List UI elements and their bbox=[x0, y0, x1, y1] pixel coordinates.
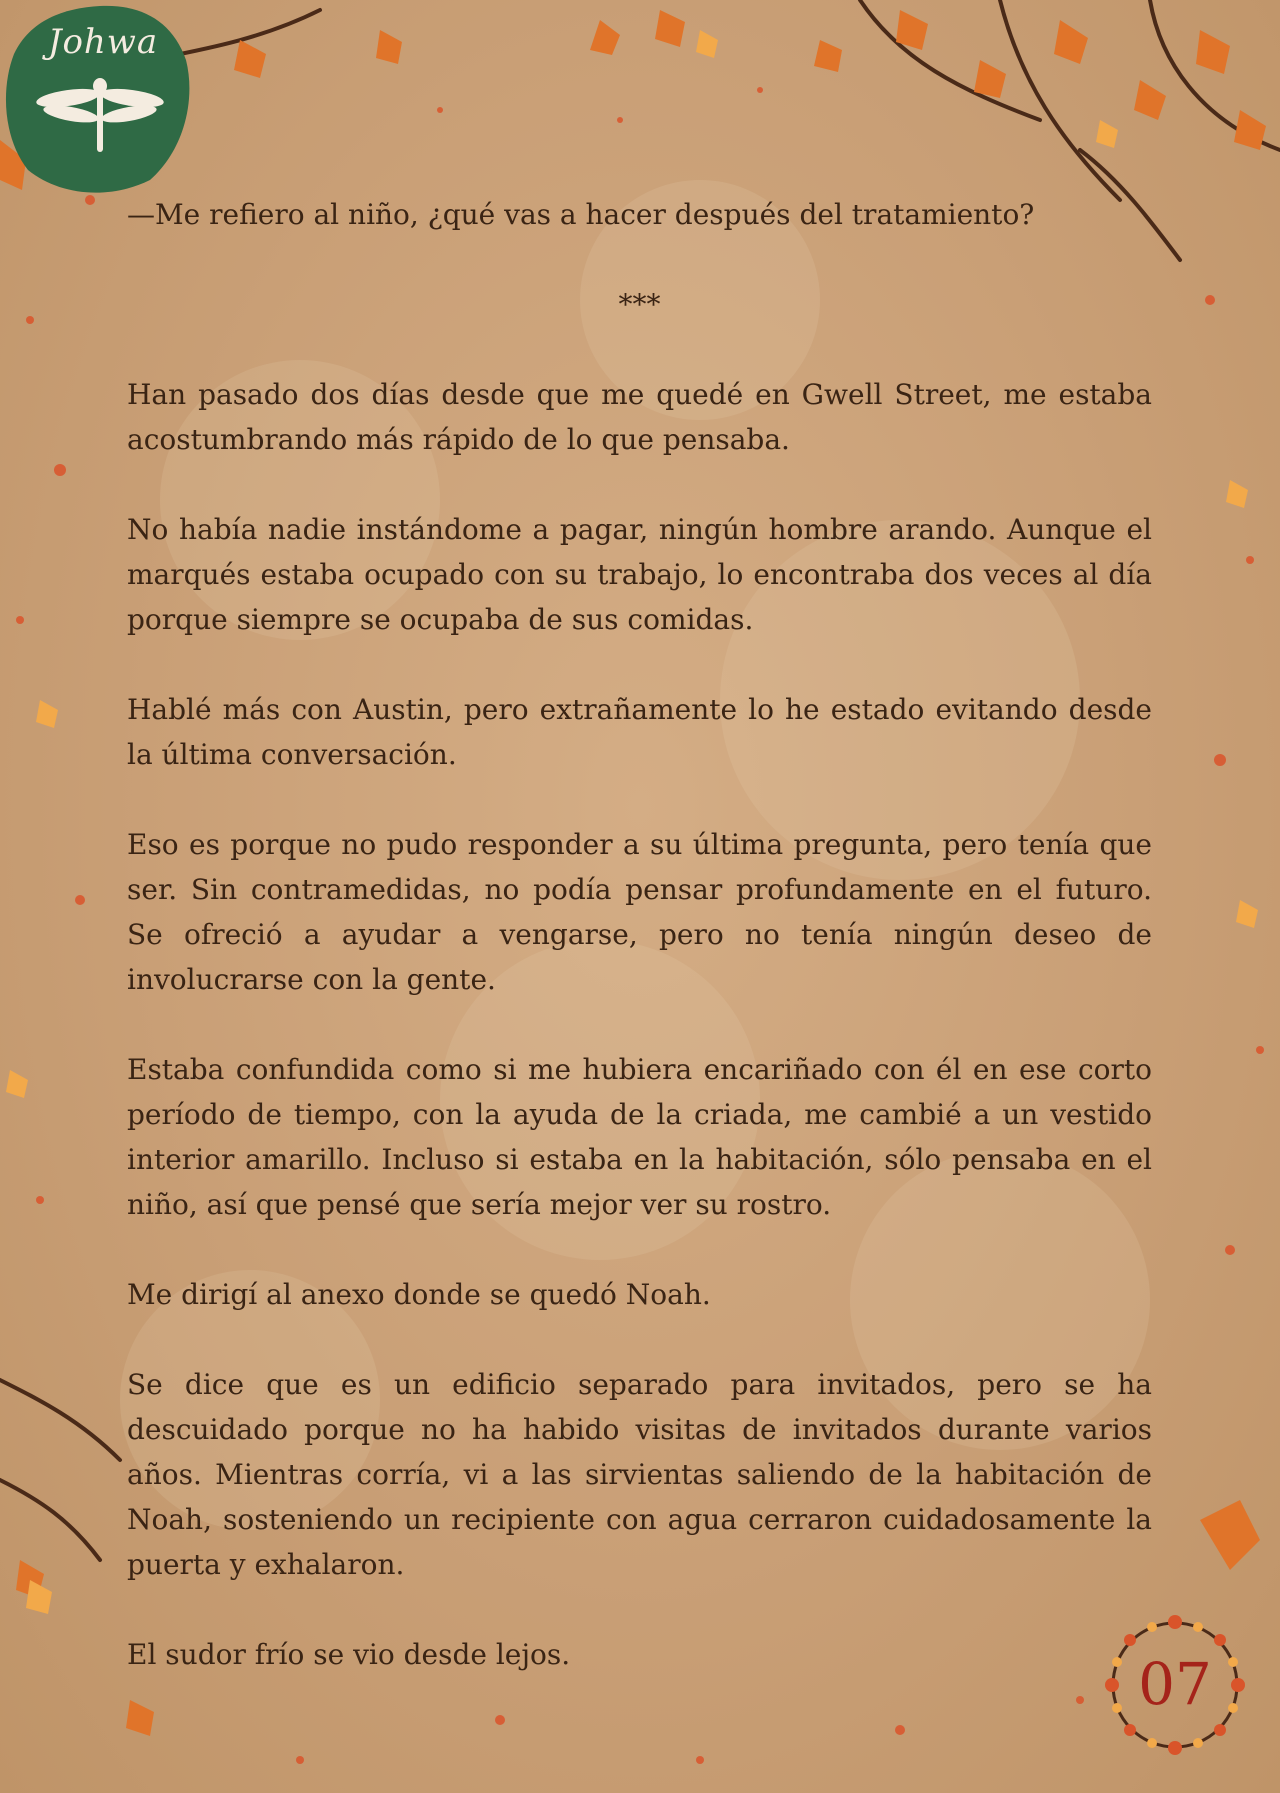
paragraph: Se dice que es un edificio separado para invitados, pero se ha descuidado porque no ha habido visitas de invitados durante varios años. Mientras corría, vi a las sirvientas saliendo de la habitación de Noah, sosteniendo un recipiente con agua cerraron cuidadosamente la puerta y exhalaron. bbox=[127, 1368, 1152, 1581]
page-number: 07 bbox=[1138, 1650, 1212, 1718]
story-text bbox=[127, 192, 1152, 1677]
scene-separator: *** bbox=[618, 288, 661, 321]
paragraph: No había nadie instándome a pagar, ningún hombre arando. Aunque el marqués estaba ocupado con su trabajo, lo encontraba dos veces al día porque siempre se ocupaba de sus comidas. bbox=[127, 513, 1152, 636]
paragraph: Hablé más con Austin, pero extrañamente lo he estado evitando desde la última conversación. bbox=[127, 693, 1152, 771]
logo-text: Johwa bbox=[47, 22, 159, 62]
brand-logo bbox=[0, 0, 200, 200]
paragraph: Han pasado dos días desde que me quedé en Gwell Street, me estaba acostumbrando más rápido de lo que pensaba. bbox=[127, 378, 1152, 456]
paragraph: Eso es porque no pudo responder a su última pregunta, pero tenía que ser. Sin contramedidas, no podía pensar profundamente en el futuro. Se ofreció a ayudar a vengarse, pero no tenía ningún deseo de involucrarse con la gente. bbox=[127, 828, 1152, 996]
paragraph: Estaba confundida como si me hubiera encariñado con él en ese corto período de tiempo, con la ayuda de la criada, me cambié a un vestido interior amarillo. Incluso si estaba en la habitación, sólo pensaba en el niño, así que pensé que sería mejor ver su rostro. bbox=[127, 1053, 1152, 1221]
page-number-badge bbox=[1090, 1600, 1260, 1770]
paragraph: El sudor frío se vio desde lejos. bbox=[127, 1638, 571, 1671]
paragraph: —Me refiero al niño, ¿qué vas a hacer después del tratamiento? bbox=[127, 198, 1035, 231]
dragonfly-icon bbox=[35, 72, 165, 162]
paragraph: Me dirigí al anexo donde se quedó Noah. bbox=[127, 1278, 711, 1311]
